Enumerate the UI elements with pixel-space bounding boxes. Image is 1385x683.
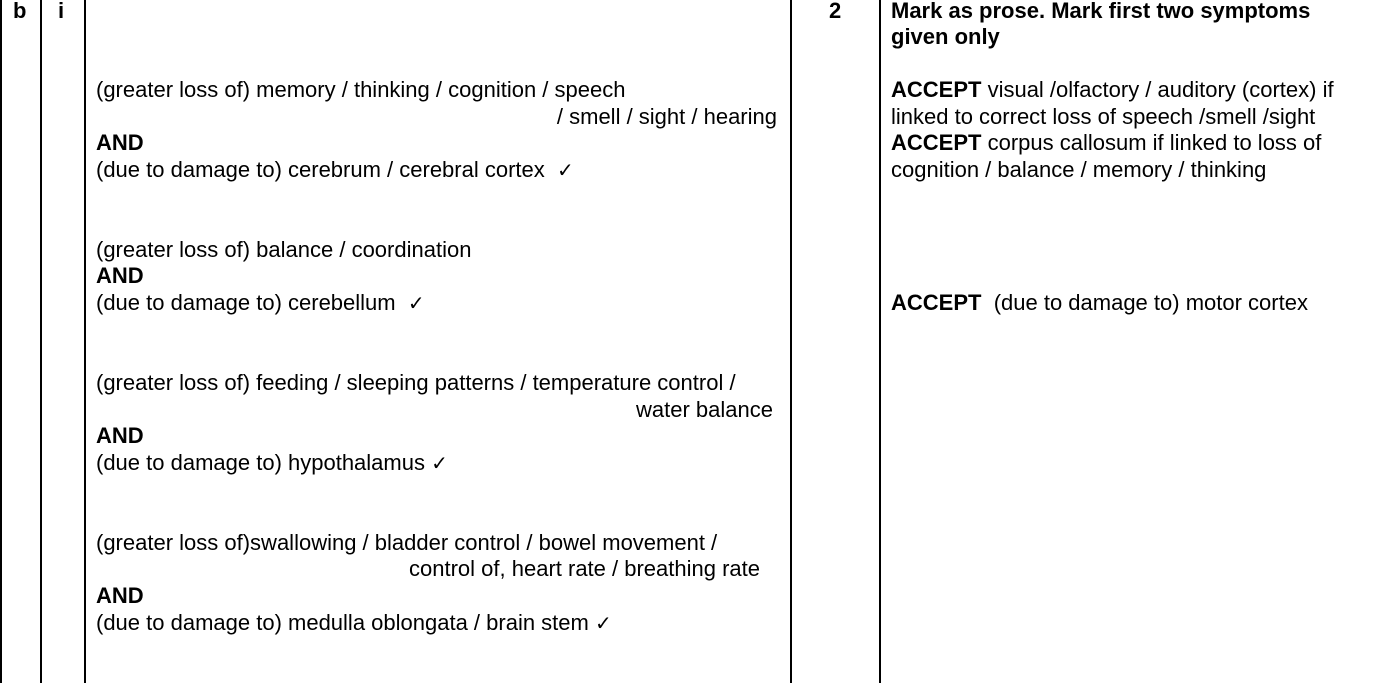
table-divider-subpart bbox=[84, 0, 86, 683]
answer-cause-text: (due to damage to) hypothalamus bbox=[96, 450, 425, 475]
answer-cause-line bbox=[96, 610, 612, 636]
answer-symptom-line: (greater loss of) balance / coordination bbox=[96, 237, 472, 262]
check-mark-icon: ✓ bbox=[407, 291, 425, 315]
guidance-note bbox=[891, 290, 1308, 316]
guidance-note bbox=[891, 130, 1321, 156]
answer-cause-text: (due to damage to) cerebellum bbox=[96, 290, 396, 315]
check-mark-icon: ✓ bbox=[594, 611, 612, 635]
question-subpart-label: i bbox=[58, 0, 65, 23]
answer-and-label: AND bbox=[96, 583, 144, 608]
answer-symptom-line: / smell / sight / hearing bbox=[556, 104, 777, 129]
accept-keyword: ACCEPT bbox=[891, 130, 982, 155]
table-divider-part bbox=[40, 0, 42, 683]
question-part-label: b bbox=[13, 0, 27, 23]
answer-cause-line bbox=[96, 450, 448, 476]
guidance-note-text: linked to correct loss of speech /smell /sight bbox=[891, 104, 1316, 129]
answer-symptom-line: (greater loss of) feeding / sleeping patterns / temperature control / bbox=[96, 370, 736, 395]
guidance-heading: Mark as prose. Mark first two symptoms bbox=[891, 0, 1311, 23]
table-divider-marks bbox=[879, 0, 881, 683]
answer-cause-text: (due to damage to) cerebrum / cerebral cortex bbox=[96, 157, 545, 182]
guidance-note-text: (due to damage to) motor cortex bbox=[993, 290, 1308, 315]
answer-symptom-line: (greater loss of)swallowing / bladder control / bowel movement / bbox=[96, 530, 718, 555]
check-mark-icon: ✓ bbox=[431, 451, 448, 475]
guidance-note-text: corpus callosum if linked to loss of bbox=[987, 130, 1322, 155]
accept-keyword: ACCEPT bbox=[891, 290, 982, 315]
check-mark-icon: ✓ bbox=[557, 158, 574, 182]
guidance-note-text: visual /olfactory / auditory (cortex) if bbox=[987, 77, 1334, 102]
table-divider-answer bbox=[790, 0, 792, 683]
answer-cause-line bbox=[96, 290, 425, 316]
marks-value: 2 bbox=[829, 0, 842, 23]
answer-cause-text: (due to damage to) medulla oblongata / brain stem bbox=[96, 610, 589, 635]
answer-symptom-line: water balance bbox=[636, 397, 773, 422]
answer-and-label: AND bbox=[96, 130, 144, 155]
table-border-left bbox=[0, 0, 2, 683]
guidance-note bbox=[891, 77, 1334, 103]
answer-symptom-line: control of, heart rate / breathing rate bbox=[409, 556, 760, 581]
answer-symptom-line: (greater loss of) memory / thinking / cognition / speech bbox=[96, 77, 626, 102]
answer-and-label: AND bbox=[96, 263, 144, 288]
accept-keyword: ACCEPT bbox=[891, 77, 982, 102]
answer-cause-line bbox=[96, 157, 574, 183]
guidance-note-text: cognition / balance / memory / thinking bbox=[891, 157, 1267, 182]
answer-and-label: AND bbox=[96, 423, 144, 448]
guidance-heading: given only bbox=[891, 24, 1000, 49]
